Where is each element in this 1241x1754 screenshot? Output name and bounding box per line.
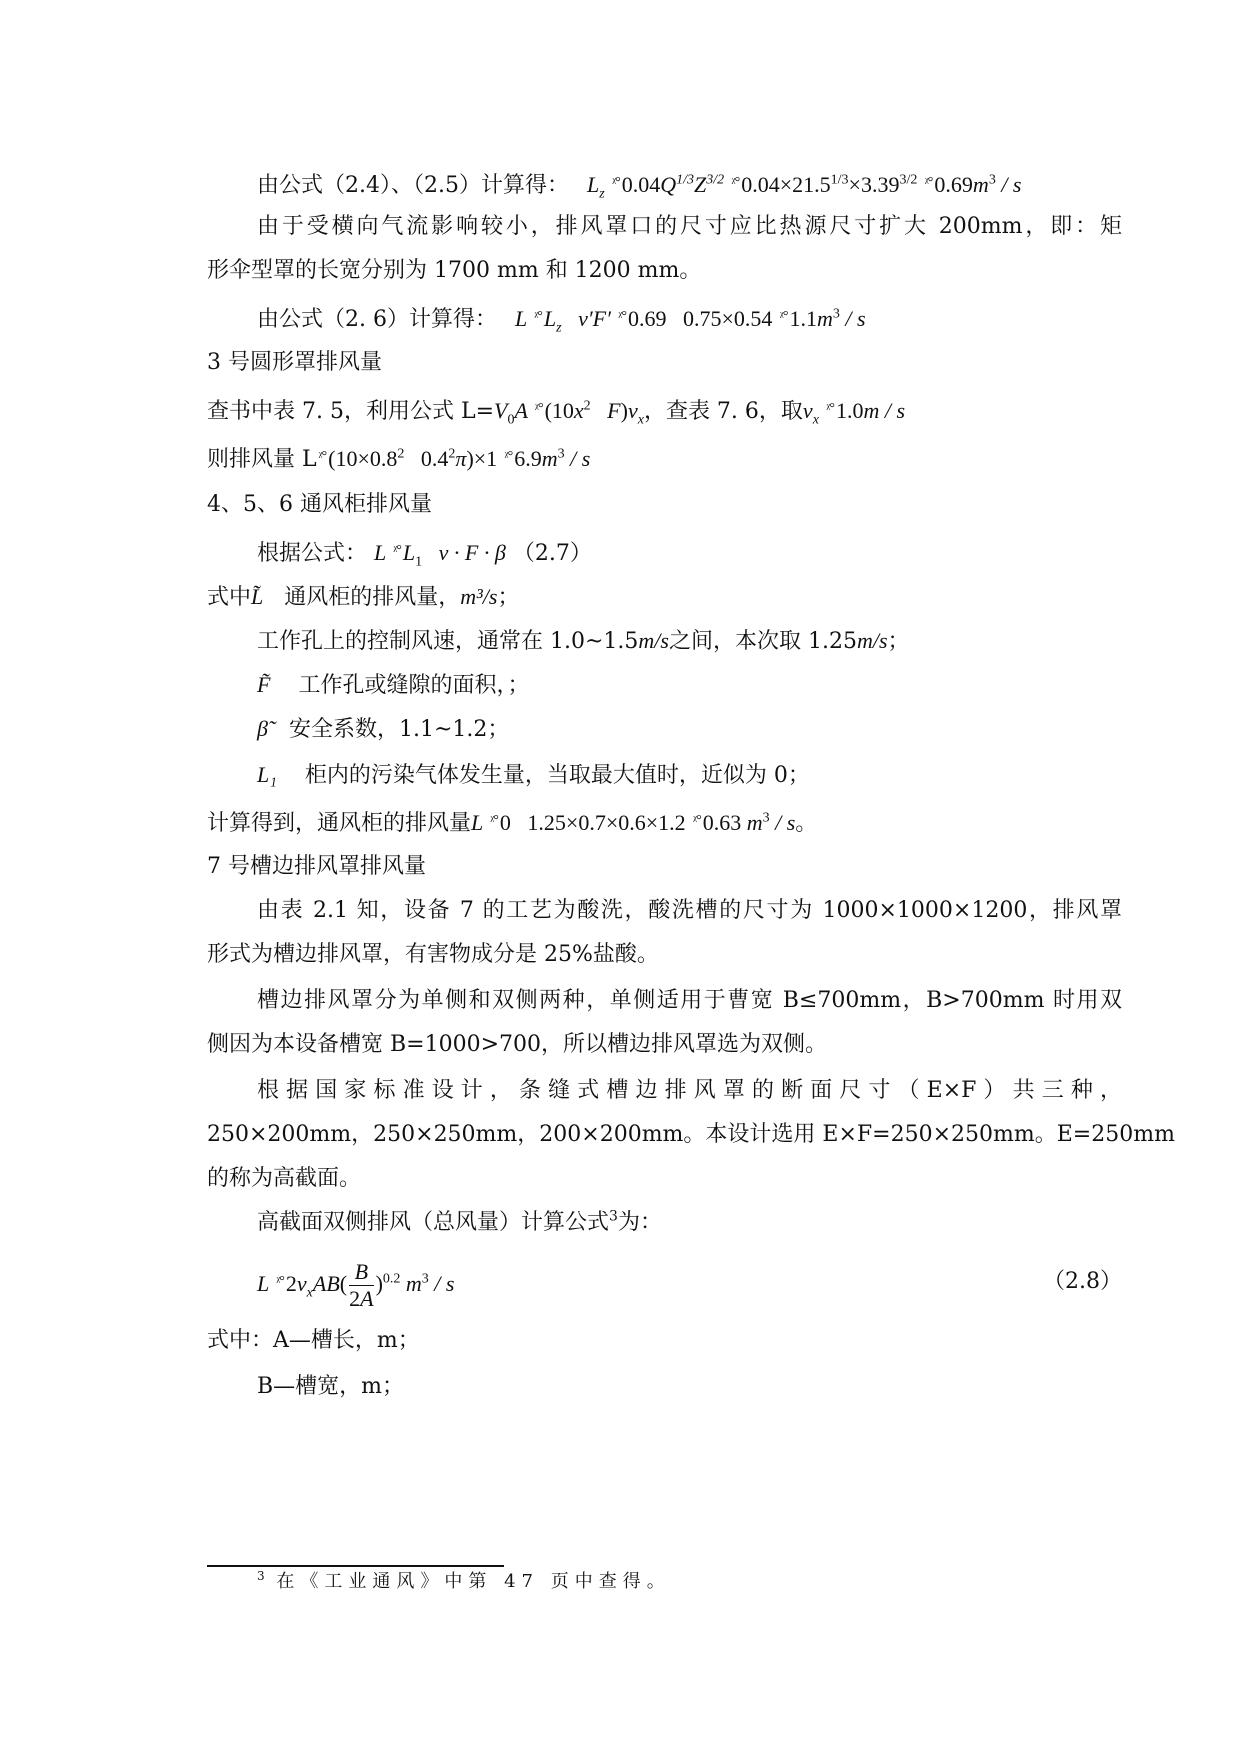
formula-line-2-6: 由公式（2. 6）计算得： L $^{ᵡ^\circ}L_z$ v′F′ $^{ᵡ^\circ}$0.69 0.75×0.54 $^{ᵡ^\circ}1.1m^3$ / s — [257, 306, 866, 336]
footnote — [257, 1568, 671, 1596]
symbol-definition: L₁ 柜内的污染气体发生量，当取最大值时，近似为 0； — [257, 762, 810, 788]
fraction: $\frac{B}{2A}$ — [349, 1259, 374, 1312]
section-heading-3: 3 号圆形罩排风量 — [207, 350, 382, 375]
paragraph-line: 250×200mm，250×250mm，200×200mm。本设计选用 E×F=250×250mm。E=250mm — [207, 1122, 1175, 1147]
formula-line-exhaust: 则排风量 L $^{ᵡ^\circ}(10\times 0.8^2$ $0.4^2\pi)\times 1$ $^{ᵡ^\circ}6.9m^3$ / s — [207, 446, 591, 472]
footnote-separator — [207, 1565, 504, 1567]
math-l: L $^{ᵡ^\circ}L_z$ v′F′ $^{ᵡ^\circ}$0.69 0.75×0.54 $^{ᵡ^\circ}1.1m^3$ / s — [503, 306, 866, 336]
equation-number: （2.8） — [1043, 1269, 1122, 1294]
footnote-ref: 3 — [609, 1208, 618, 1225]
math-fume: L $^{ᵡ^\circ}L_1$ v · F · β — [374, 540, 506, 570]
paragraph-line: 由于受横向气流影响较小，排风罩口的尺寸应比热源尺寸扩大 200mm，即：矩 — [257, 214, 1122, 239]
symbol-definition: 式中L̃ 通风柜的排风量，m³/s； — [207, 584, 520, 610]
symbol-definition: β̃ 安全系数，1.1~1.2； — [257, 716, 510, 742]
paragraph-line: 侧因为本设备槽宽 B=1000>700，所以槽边排风罩选为双侧。 — [207, 1032, 828, 1057]
footnote-text: 在《工业通风》中第 47 页中查得。 — [276, 1571, 671, 1592]
section-heading-456: 4、5、6 通风柜排风量 — [207, 492, 432, 517]
paragraph-line: 高截面双侧排风（总风量）计算公式$^3$为： — [257, 1208, 662, 1235]
math-eq-2-8: L $^{ᵡ^\circ}2v_xAB$( $\frac{B}{2A}$ )$^{0.2}$ $m^3$ / s — [257, 1259, 455, 1312]
footnote-mark: 3 — [257, 1569, 265, 1583]
formula-line-table-7-5: 查书中表 7. 5，利用公式 $L=V_0A$ $^{ᵡ^\circ}(10x^2$ $F)v_x$，查表 7. 6，取$v_x$ $^{ᵡ^\circ}$1.0m / s — [207, 398, 906, 428]
paragraph-line: 由表 2.1 知，设备 7 的工艺为酸洗，酸洗槽的尺寸为 1000×1000×1200，排风罩 — [257, 898, 1122, 923]
symbol-definition: 式中：A—槽长，m； — [207, 1328, 420, 1353]
math-result: L $^{ᵡ^\circ}$0 1.25×0.7×0.6×1.2 $^{ᵡ^\circ}$0.63 $m^3$ / s — [471, 810, 796, 835]
math-vx: $v_x$ $^{ᵡ^\circ}$1.0m / s — [802, 398, 906, 428]
math-lz: $L_z$ $^{ᵡ^\circ}0.04Q^{1/3}Z^{3/2}$ $^{ᵡ^\circ}0.04\times 21.5^{1/3}\times 3.39^{3/2}$ $^{ᵡ^\circ}0.69m^3$ / s — [575, 172, 1022, 202]
formula-line-2-7: 根据公式： L $^{ᵡ^\circ}L_1$ v · F · β （2.7） — [257, 540, 592, 570]
symbol-definition: B—槽宽，m； — [257, 1374, 405, 1399]
symbol-definition: F̃ 工作孔或缝隙的面积，； — [257, 672, 530, 698]
symbol-definition: 工作孔上的控制风速，通常在 1.0~1.5m/s之间，本次取 1.25m/s； — [257, 628, 910, 654]
formula-line-2-4-2-5: 由公式（2.4）、（2.5）计算得： $L_z$ $^{ᵡ^\circ}0.04Q^{1/3}Z^{3/2}$ $^{ᵡ^\circ}0.04\times 21.5^{1/3}\times 3.39^{3/2}$ $^{ᵡ^\circ}0.69m^3$ / s — [257, 172, 1022, 202]
paragraph-line: 形伞型罩的长宽分别为 1700 mm 和 1200 mm。 — [207, 258, 702, 283]
math-exhaust: $^{ᵡ^\circ}(10\times 0.8^2$ $0.4^2\pi)\times 1$ $^{ᵡ^\circ}6.9m^3$ / s — [318, 446, 591, 471]
formula-line-result: 计算得到，通风柜的排风量L $^{ᵡ^\circ}$0 1.25×0.7×0.6×1.2 $^{ᵡ^\circ}$0.63 $m^3$ / s。 — [207, 810, 818, 836]
paragraph-line: 槽边排风罩分为单侧和双侧两种，单侧适用于曹宽 B≤700mm，B>700mm 时用双 — [257, 988, 1122, 1013]
paragraph-line: 的称为高截面。 — [207, 1166, 362, 1191]
paragraph-line: 形式为槽边排风罩，有害物成分是 25%盐酸。 — [207, 942, 659, 967]
section-heading-7: 7 号槽边排风罩排风量 — [207, 854, 426, 879]
equation-2-8 — [257, 1252, 1122, 1312]
paragraph-line: 根据国家标准设计，条缝式槽边排风罩的断面尺寸（E×F）共三种， — [257, 1078, 1122, 1103]
math-v0a: $V_0A$ $^{ᵡ^\circ}(10x^2$ $F)v_x$ — [494, 398, 644, 428]
